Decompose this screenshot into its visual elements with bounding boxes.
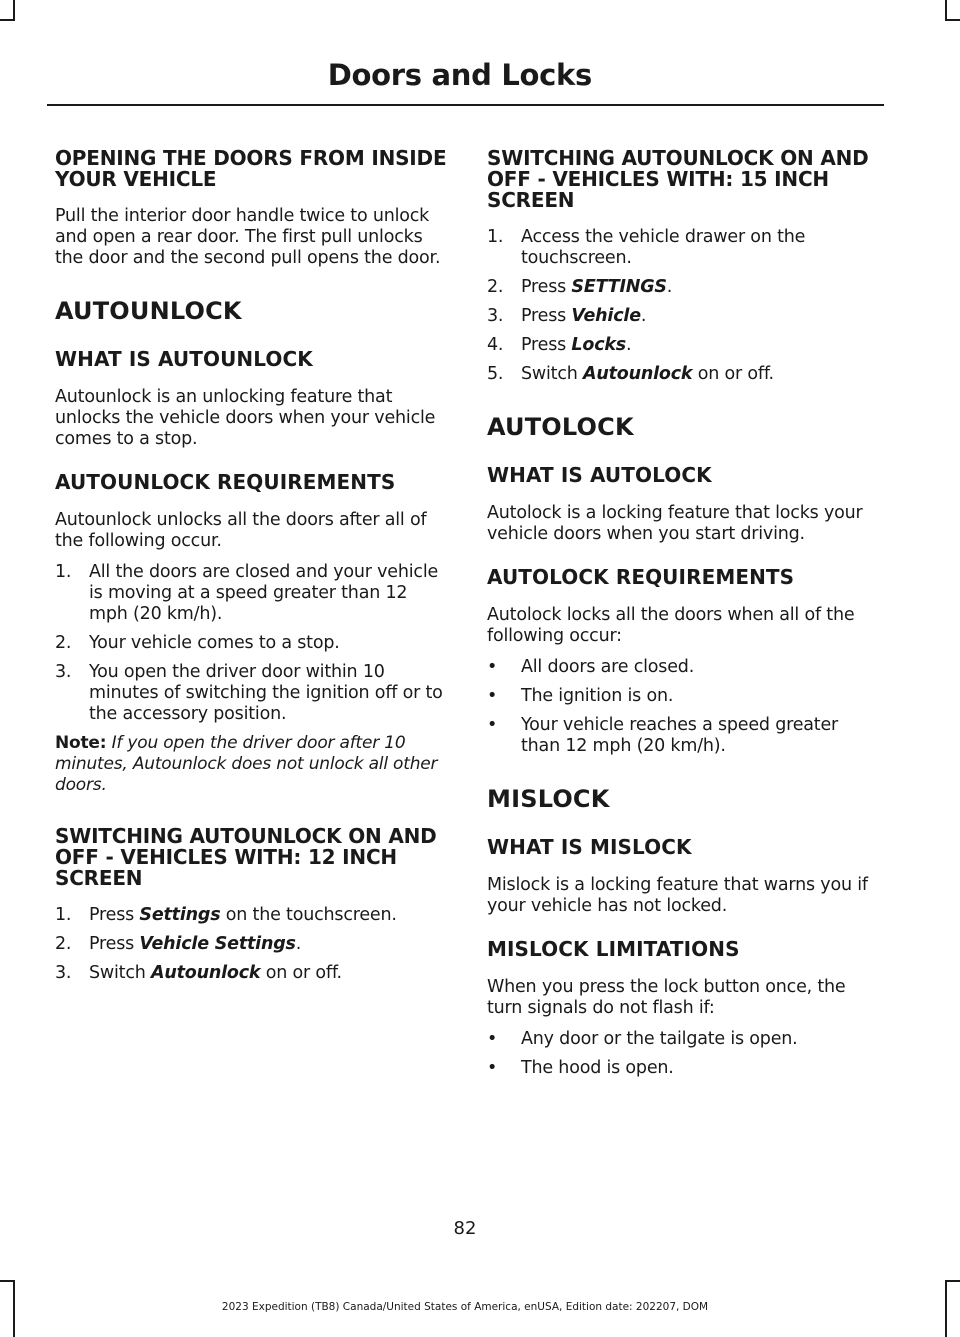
step-text: on the touchscreen. — [220, 905, 397, 925]
step-text: . — [640, 306, 647, 326]
bullet: • — [487, 1029, 498, 1049]
page-title: Doors and Locks — [327, 58, 592, 92]
step-text: on or off. — [260, 963, 342, 983]
bullet: • — [487, 1058, 498, 1078]
header-divider — [47, 104, 884, 106]
step-keyword: Locks — [571, 335, 627, 355]
step-text: . — [626, 335, 632, 355]
step-keyword: Vehicle Settings — [139, 934, 296, 954]
step-keyword: Vehicle — [571, 306, 641, 326]
mislock-limitations-list — [487, 1029, 879, 1079]
bullet: • — [487, 657, 498, 677]
what-is-autolock-heading: WHAT IS AUTOLOCK — [487, 463, 712, 487]
crop-mark-top-right-h — [945, 19, 960, 21]
list-number: 3. — [55, 662, 72, 682]
list-number: 3. — [55, 963, 72, 983]
list-item-text: Your vehicle comes to a stop. — [89, 633, 340, 653]
step-text: Switch — [89, 963, 152, 983]
list-item — [487, 227, 879, 269]
bullet: • — [487, 715, 498, 735]
autounlock-heading: AUTOUNLOCK — [55, 297, 242, 325]
list-item — [487, 1029, 879, 1050]
list-item — [487, 364, 879, 385]
opening-doors-heading: OPENING THE DOORS FROM INSIDE YOUR VEHICLE — [55, 146, 447, 191]
step-text: Press — [521, 306, 572, 326]
autolock-requirements-heading: AUTOLOCK REQUIREMENTS — [487, 565, 795, 589]
list-number: 1. — [55, 905, 72, 925]
list-number: 5. — [487, 364, 504, 384]
crop-mark-bottom-right-h — [945, 1280, 960, 1282]
list-number: 3. — [487, 306, 504, 326]
autolock-requirements-text: Autolock locks all the doors when all of the following occur: — [487, 605, 855, 646]
step-keyword: Autounlock — [583, 364, 693, 384]
step-text: Press — [521, 335, 572, 355]
list-item — [55, 562, 447, 625]
list-item-text: Access the vehicle drawer on the touchscreen. — [521, 227, 806, 268]
crop-mark-top-left-h — [0, 19, 15, 21]
list-item — [55, 963, 447, 984]
what-is-mislock-text: Mislock is a locking feature that warns you if your vehicle has not locked. — [487, 875, 868, 916]
list-item-text: The ignition is on. — [521, 686, 674, 706]
what-is-autounlock-text: Autounlock is an unlocking feature that unlocks the vehicle doors when your vehicle comes to a stop. — [55, 387, 436, 449]
note-text: If you open the driver door after 10 minutes, Autounlock does not unlock all other doors. — [55, 733, 438, 795]
list-number: 2. — [55, 934, 72, 954]
bullet: • — [487, 686, 498, 706]
step-text: Press — [89, 905, 140, 925]
list-item — [487, 715, 879, 757]
list-number: 2. — [55, 633, 72, 653]
opening-doors-text: Pull the interior door handle twice to unlock and open a rear door. The first pull unlocks the door and the second pull opens the door. — [55, 206, 441, 268]
switching-autounlock-15-steps — [487, 227, 879, 385]
autolock-requirements-list — [487, 657, 879, 757]
what-is-autolock-text: Autolock is a locking feature that locks your vehicle doors when you start driving. — [487, 503, 863, 544]
list-item — [55, 633, 447, 654]
list-item — [55, 905, 447, 926]
step-keyword: Autounlock — [151, 963, 261, 983]
autounlock-note — [55, 733, 447, 796]
footer-text: 2023 Expedition (TB8) Canada/United States of America, enUSA, Edition date: 202207, DOM — [221, 1301, 709, 1313]
list-item — [55, 662, 447, 725]
autounlock-requirements-heading: AUTOUNLOCK REQUIREMENTS — [55, 470, 396, 494]
crop-mark-bottom-right — [945, 1280, 947, 1337]
list-item-text: The hood is open. — [521, 1058, 674, 1078]
step-text: Press — [89, 934, 140, 954]
step-keyword: SETTINGS — [571, 277, 667, 297]
crop-mark-bottom-left-h — [0, 1280, 15, 1282]
list-item-text: Any door or the tailgate is open. — [521, 1029, 798, 1049]
step-text: Press — [521, 277, 572, 297]
note-label: Note: — [55, 733, 107, 753]
list-item — [487, 335, 879, 356]
list-item-text: All the doors are closed and your vehicle is moving at a speed greater than 12 mph (20 km/h). — [89, 562, 439, 624]
list-item — [487, 277, 879, 298]
mislock-heading: MISLOCK — [487, 785, 610, 813]
list-item-text: All doors are closed. — [521, 657, 695, 677]
page-number: 82 — [453, 1218, 477, 1239]
step-text: . — [666, 277, 673, 297]
switching-autounlock-12-steps — [55, 905, 447, 984]
list-item — [487, 657, 879, 678]
mislock-limitations-heading: MISLOCK LIMITATIONS — [487, 937, 740, 961]
autounlock-requirements-list — [55, 562, 447, 725]
list-number: 1. — [487, 227, 504, 247]
list-item-text: You open the driver door within 10 minutes of switching the ignition off or to the accessory position. — [89, 662, 443, 724]
what-is-mislock-heading: WHAT IS MISLOCK — [487, 835, 692, 859]
step-keyword: Settings — [139, 905, 221, 925]
step-text: . — [295, 934, 302, 954]
switching-autounlock-15-heading: SWITCHING AUTOUNLOCK ON AND OFF - VEHICLES WITH: 15 INCH SCREEN — [487, 146, 869, 212]
list-item-text: Your vehicle reaches a speed greater than 12 mph (20 km/h). — [521, 715, 839, 756]
crop-mark-top-left — [13, 0, 15, 21]
switching-autounlock-12-heading: SWITCHING AUTOUNLOCK ON AND OFF - VEHICLES WITH: 12 INCH SCREEN — [55, 824, 437, 890]
list-number: 2. — [487, 277, 504, 297]
step-text: on or off. — [692, 364, 774, 384]
right-column — [487, 148, 879, 1099]
list-item — [487, 306, 879, 327]
autounlock-requirements-text: Autounlock unlocks all the doors after all of the following occur. — [55, 510, 427, 551]
step-text: Switch — [521, 364, 584, 384]
what-is-autounlock-heading: WHAT IS AUTOUNLOCK — [55, 347, 313, 371]
mislock-limitations-text: When you press the lock button once, the turn signals do not flash if: — [487, 977, 846, 1018]
list-item — [55, 934, 447, 955]
autolock-heading: AUTOLOCK — [487, 413, 634, 441]
list-item — [487, 1058, 879, 1079]
list-item — [487, 686, 879, 707]
crop-mark-top-right — [945, 0, 947, 21]
list-number: 4. — [487, 335, 504, 355]
list-number: 1. — [55, 562, 72, 582]
left-column — [55, 148, 447, 1004]
